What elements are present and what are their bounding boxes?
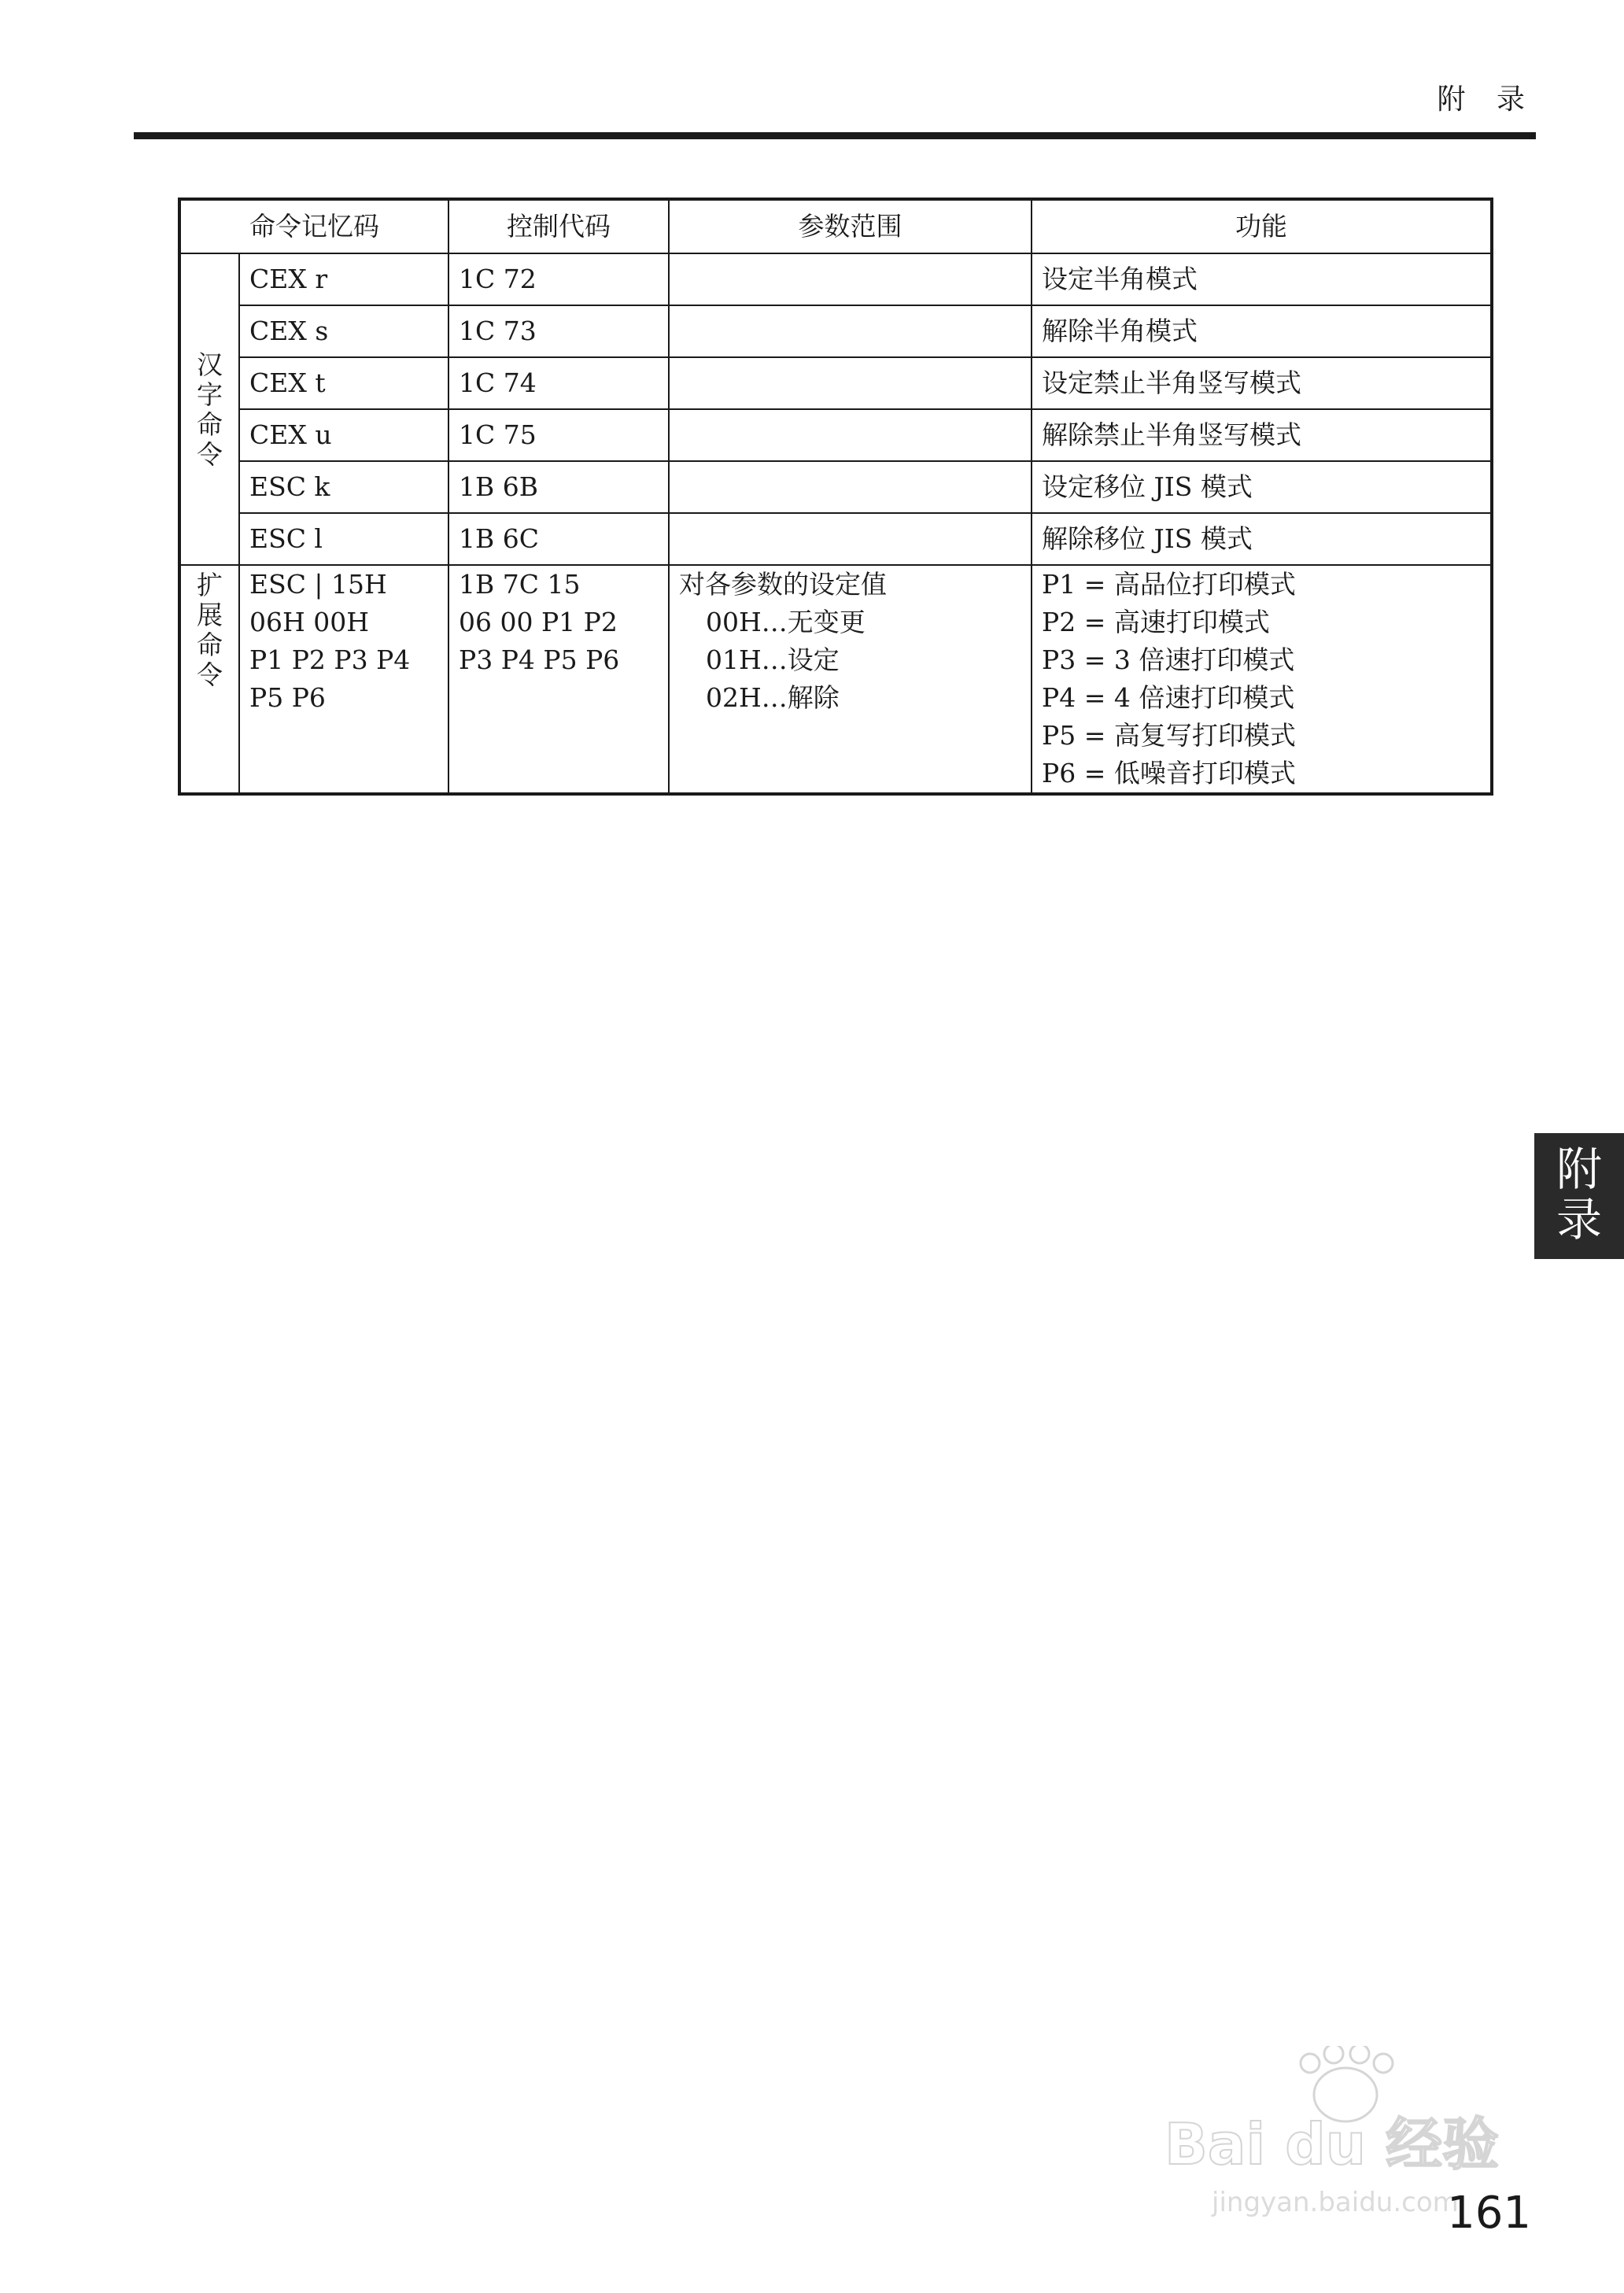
function-cell: 解除移位 JIS 模式 [1032, 513, 1492, 565]
code-cell: 1B 6C [448, 513, 669, 565]
params-cell [669, 305, 1032, 357]
params-cell [669, 461, 1032, 513]
column-header-mnemonic: 命令记忆码 [179, 199, 448, 253]
mnemonic-cell: CEX s [239, 305, 448, 357]
mnemonic-cell: CEX u [239, 409, 448, 461]
header-rule [134, 132, 1536, 139]
mnemonic-cell: ESC k [239, 461, 448, 513]
column-header-code: 控制代码 [448, 199, 669, 253]
table-row [179, 565, 1492, 794]
page-number: 161 [1447, 2188, 1531, 2239]
function-cell: 设定移位 JIS 模式 [1032, 461, 1492, 513]
section-tab: 附 录 [1534, 1133, 1624, 1259]
code-cell: 1B 7C 15 06 00 P1 P2 P3 P4 P5 P6 [448, 565, 669, 794]
code-cell: 1C 73 [448, 305, 669, 357]
table-row [179, 305, 1492, 357]
function-cell: 设定禁止半角竖写模式 [1032, 357, 1492, 409]
mnemonic-cell: CEX t [239, 357, 448, 409]
running-header: 附 录 [1437, 83, 1536, 116]
params-cell: 对各参数的设定值 00H…无变更 01H…设定 02H…解除 [669, 565, 1032, 794]
column-header-function: 功能 [1032, 199, 1492, 253]
watermark-url: jingyan.baidu.com [1212, 2187, 1459, 2218]
mnemonic-cell: CEX r [239, 253, 448, 305]
mnemonic-cell: ESC l [239, 513, 448, 565]
table-row [179, 513, 1492, 565]
column-header-params: 参数范围 [669, 199, 1032, 253]
params-cell [669, 357, 1032, 409]
group-label-kanji: 汉字命令 [179, 253, 239, 565]
params-cell [669, 409, 1032, 461]
command-table [178, 198, 1493, 796]
table-row [179, 461, 1492, 513]
code-cell: 1C 75 [448, 409, 669, 461]
code-cell: 1C 72 [448, 253, 669, 305]
watermark-brand: Bai du 经验 [1164, 2111, 1500, 2177]
function-cell: 设定半角模式 [1032, 253, 1492, 305]
function-cell: 解除禁止半角竖写模式 [1032, 409, 1492, 461]
code-cell: 1C 74 [448, 357, 669, 409]
code-cell: 1B 6B [448, 461, 669, 513]
table-header-row [179, 199, 1492, 253]
function-cell: P1 = 高品位打印模式 P2 = 高速打印模式 P3 = 3 倍速打印模式 P4 = 4 倍速打印模式 P5 = 高复写打印模式 P6 = 低噪音打印模式 [1032, 565, 1492, 794]
function-cell: 解除半角模式 [1032, 305, 1492, 357]
params-cell [669, 253, 1032, 305]
table-row [179, 409, 1492, 461]
params-cell [669, 513, 1032, 565]
mnemonic-cell: ESC | 15H 06H 00H P1 P2 P3 P4 P5 P6 [239, 565, 448, 794]
table-row [179, 253, 1492, 305]
table-row [179, 357, 1492, 409]
group-label-extended: 扩展命令 [179, 565, 239, 794]
